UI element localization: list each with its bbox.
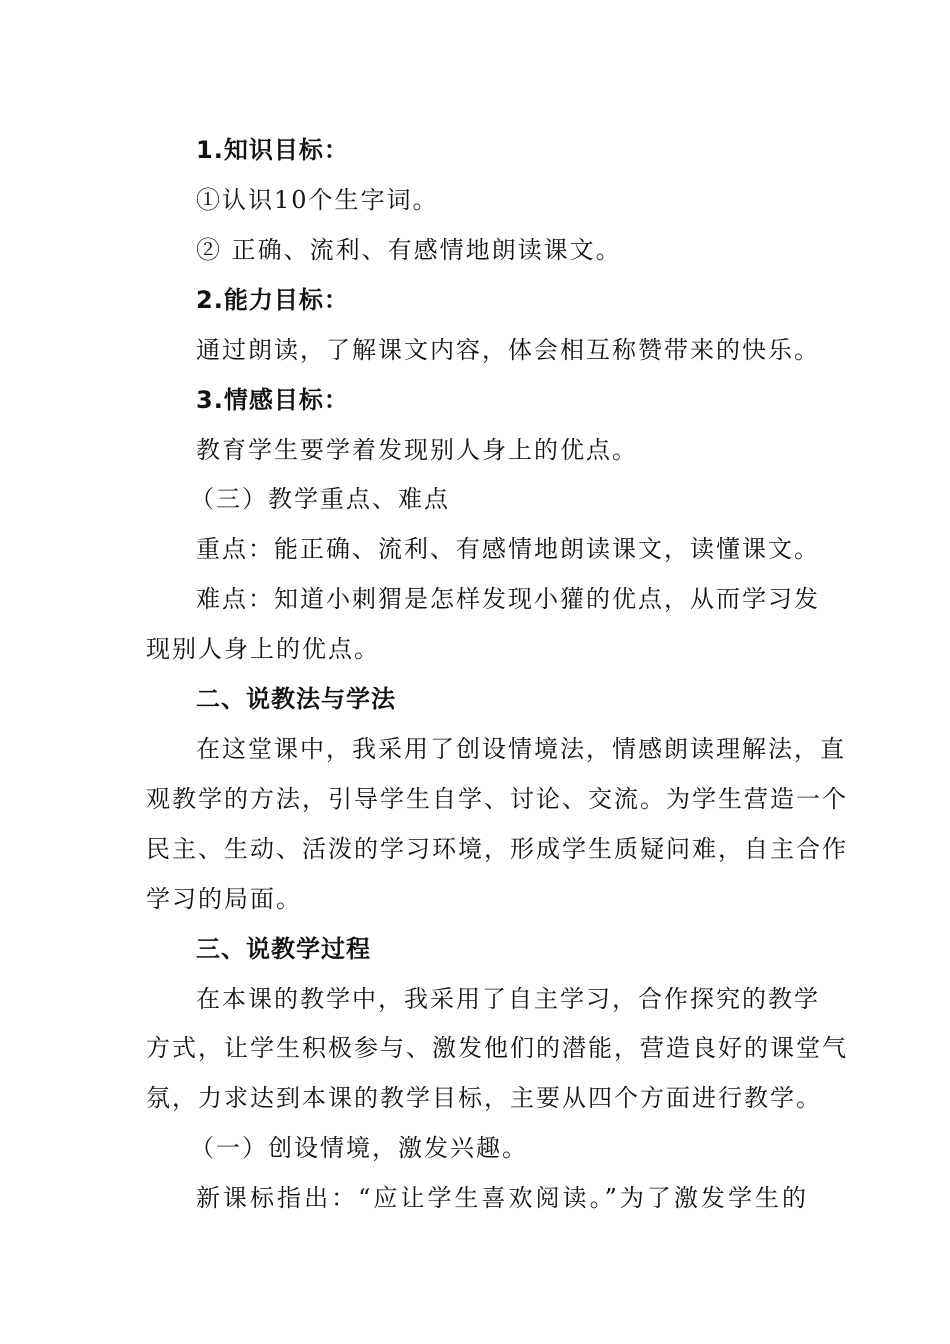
paragraph-line: 现别人身上的优点。 [146,635,380,663]
paragraph-line: ② 正确、流利、有感情地朗读课文。 [196,236,622,264]
subheading-create-scenario: （一）创设情境，激发兴趣。 [190,1134,528,1162]
heading-ability-goal: 2.能力目标： [196,286,349,314]
subheading-key-points: （三）教学重点、难点 [190,485,450,513]
paragraph-line: 在本课的教学中，我采用了自主学习，合作探究的教学 [196,985,820,1013]
paragraph-line: 观教学的方法，引导学生自学、讨论、交流。为学生营造一个 [146,785,848,813]
paragraph-line: 氛，力求达到本课的教学目标，主要从四个方面进行教学。 [146,1084,822,1112]
paragraph-line: 新课标指出：“应让学生喜欢阅读。”为了激发学生的 [196,1184,808,1212]
section-heading-process: 三、说教学过程 [196,935,371,963]
heading-emotion-goal: 3.情感目标： [196,386,349,414]
paragraph-line: 通过朗读，了解课文内容，体会相互称赞带来的快乐。 [196,336,820,364]
paragraph-line: ①认识10个生字词。 [196,186,439,214]
paragraph-line: 民主、生动、活泼的学习环境，形成学生质疑问难，自主合作 [146,835,848,863]
paragraph-line: 学习的局面。 [146,885,302,913]
paragraph-line: 方式，让学生积极参与、激发他们的潜能，营造良好的课堂气 [146,1034,848,1062]
paragraph-line: 教育学生要学着发现别人身上的优点。 [196,436,638,464]
paragraph-line: 在这堂课中，我采用了创设情境法，情感朗读理解法，直 [196,735,846,763]
section-heading-methods: 二、说教法与学法 [196,685,396,713]
paragraph-line: 重点：能正确、流利、有感情地朗读课文，读懂课文。 [196,535,820,563]
heading-knowledge-goal: 1.知识目标： [196,136,349,164]
paragraph-line: 难点：知道小刺猬是怎样发现小獾的优点，从而学习发 [196,585,820,613]
